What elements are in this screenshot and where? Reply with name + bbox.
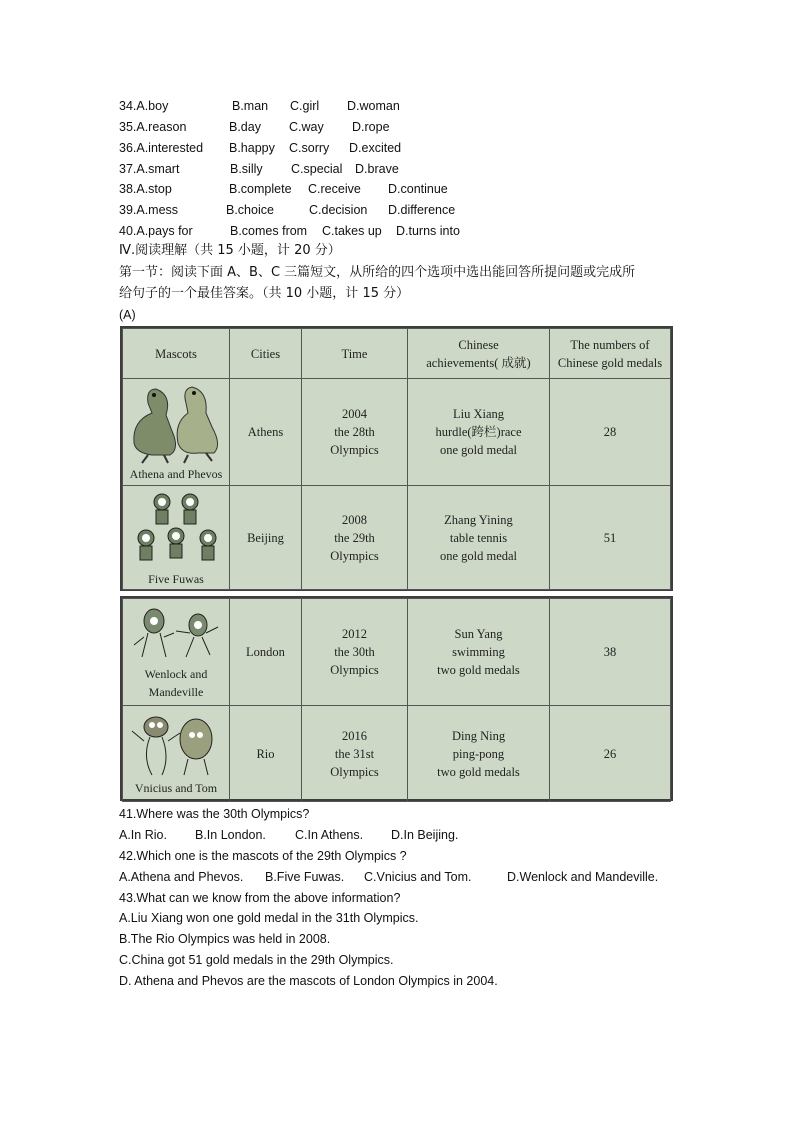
medals-cell: 26: [550, 706, 671, 802]
section-title: Ⅳ.阅读理解（共 15 小题，计 20 分）: [119, 243, 341, 258]
question-35: [119, 118, 390, 136]
option-a: 38.A.stop: [119, 182, 172, 196]
option-a: 34.A.boy: [119, 99, 169, 113]
table-row: [123, 599, 671, 706]
option-a: A.Athena and Phevos.: [119, 870, 244, 884]
option-b: B.man: [232, 99, 269, 113]
instructions-line-1: 第一节：阅读下面 A、B、C 三篇短文，从所给的四个选项中选出能回答所提问题或完成所: [119, 265, 636, 280]
time-cell: 2016 the 31st Olympics: [302, 706, 408, 802]
table-row: [123, 486, 671, 590]
option-d: D.Wenlock and Mandeville.: [507, 870, 659, 884]
option-b: B.choice: [226, 203, 274, 217]
table-row: [123, 379, 671, 486]
option-b: B.happy: [229, 141, 275, 155]
option-a: 40.A.pays for: [119, 224, 193, 238]
option-a: A.In Rio.: [119, 828, 167, 842]
olympics-table-bottom: [120, 596, 673, 801]
q42-options: [119, 868, 659, 886]
q43-option-c: C.China got 51 gold medals in the 29th Olympics.: [119, 953, 394, 967]
question-36: [119, 139, 402, 157]
q43-option-b: B.The Rio Olympics was held in 2008.: [119, 932, 331, 946]
option-d: D.In Beijing.: [391, 828, 459, 842]
achievement-cell: Ding Ning ping-pong two gold medals: [408, 706, 550, 802]
question-40: [119, 222, 460, 240]
london-mascot-image: [128, 603, 224, 665]
q41-stem: 41.Where was the 30th Olympics?: [119, 807, 310, 821]
header-achievements: Chinese achievements( 成就): [408, 329, 550, 379]
rio-mascot-image: [128, 711, 224, 779]
q41-options: [119, 826, 459, 844]
header-medals: The numbers of Chinese gold medals: [550, 329, 671, 379]
option-c: C.way: [289, 120, 324, 134]
city-cell: London: [230, 599, 302, 706]
option-a: 35.A.reason: [119, 120, 187, 134]
achievement-cell: Liu Xiang hurdle(跨栏)race one gold medal: [408, 379, 550, 486]
question-38: [119, 180, 448, 198]
beijing-mascot-image: [128, 488, 224, 570]
option-b: B.Five Fuwas.: [265, 870, 345, 884]
city-cell: Rio: [230, 706, 302, 802]
mascot-cell: [123, 599, 230, 706]
question-34: [119, 97, 400, 115]
option-d: D.excited: [349, 141, 402, 155]
table-row: [123, 706, 671, 802]
medals-cell: 38: [550, 599, 671, 706]
medals-cell: 28: [550, 379, 671, 486]
option-c: C.sorry: [289, 141, 330, 155]
q42-stem: 42.Which one is the mascots of the 29th Olympics ?: [119, 849, 407, 863]
option-b: B.comes from: [230, 224, 308, 238]
option-c: C.Vnicius and Tom.: [364, 870, 472, 884]
mascot-caption-line-1: Wenlock and: [144, 667, 208, 681]
mascot-cell: [123, 486, 230, 590]
table-header-row: [123, 329, 671, 379]
q43-stem: 43.What can we know from the above information?: [119, 891, 401, 905]
time-cell: 2004 the 28th Olympics: [302, 379, 408, 486]
question-39: [119, 201, 456, 219]
question-37: [119, 160, 399, 178]
olympics-table-top: [120, 326, 673, 591]
q43-option-d: D. Athena and Phevos are the mascots of London Olympics in 2004.: [119, 974, 498, 988]
passage-label: (A): [119, 308, 136, 322]
option-a: 36.A.interested: [119, 141, 204, 155]
mascot-caption: Athena and Phevos: [129, 467, 223, 481]
time-cell: 2008 the 29th Olympics: [302, 486, 408, 590]
option-d: D.difference: [388, 203, 456, 217]
option-d: D.continue: [388, 182, 448, 196]
option-b: B.silly: [230, 162, 263, 176]
header-mascots: Mascots: [123, 329, 230, 379]
option-d: D.woman: [347, 99, 400, 113]
mascot-caption: Five Fuwas: [148, 571, 204, 586]
option-a: 39.A.mess: [119, 203, 179, 217]
mascot-caption-line-2: Mandeville: [148, 685, 204, 699]
achievement-cell: Zhang Yining table tennis one gold medal: [408, 486, 550, 590]
option-c: C.takes up: [322, 224, 382, 238]
medals-cell: 51: [550, 486, 671, 590]
option-d: D.turns into: [396, 224, 460, 238]
instructions-line-2: 给句子的一个最佳答案。（共 10 小题，计 15 分）: [119, 286, 410, 301]
achievement-cell: Sun Yang swimming two gold medals: [408, 599, 550, 706]
header-cities: Cities: [230, 329, 302, 379]
option-c: C.receive: [308, 182, 361, 196]
q43-option-a: A.Liu Xiang won one gold medal in the 31th Olympics.: [119, 911, 419, 925]
mascot-cell: [123, 379, 230, 486]
header-time: Time: [302, 329, 408, 379]
option-b: B.complete: [229, 182, 292, 196]
mascot-caption: Vnicius and Tom: [134, 780, 218, 795]
time-cell: 2012 the 30th Olympics: [302, 599, 408, 706]
option-c: C.In Athens.: [295, 828, 364, 842]
city-cell: Beijing: [230, 486, 302, 590]
mascot-cell: [123, 706, 230, 802]
option-d: D.rope: [352, 120, 390, 134]
option-c: C.special: [291, 162, 343, 176]
option-b: B.day: [229, 120, 261, 134]
option-a: 37.A.smart: [119, 162, 180, 176]
city-cell: Athens: [230, 379, 302, 486]
option-c: C.girl: [290, 99, 320, 113]
option-c: C.decision: [309, 203, 368, 217]
option-d: D.brave: [355, 162, 399, 176]
athens-mascot-image: [128, 381, 224, 465]
option-b: B.In London.: [195, 828, 266, 842]
